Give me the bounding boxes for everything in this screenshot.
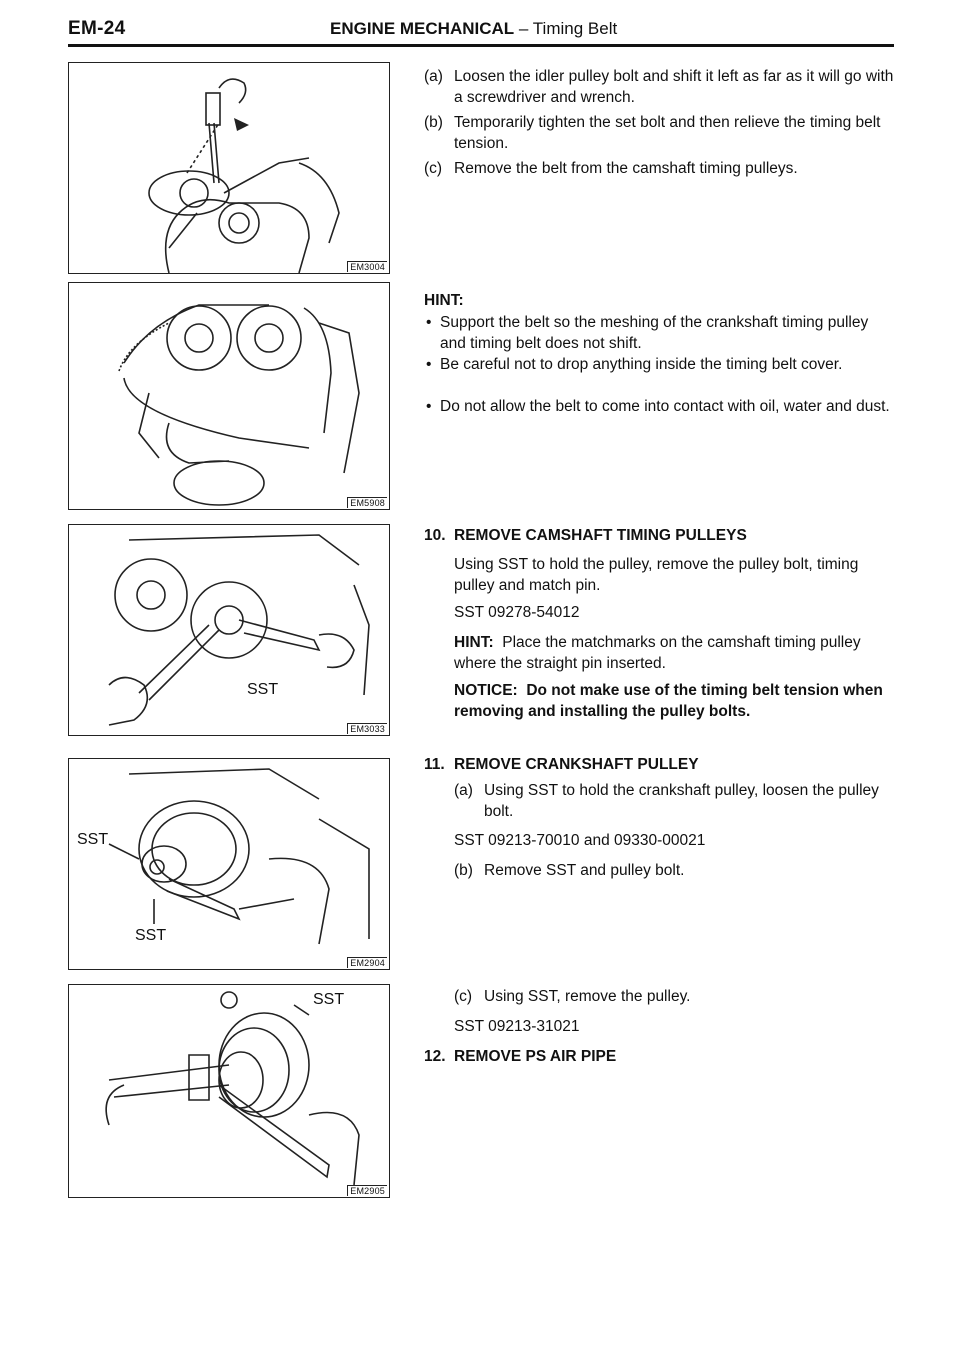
step-mark: (b) (454, 862, 473, 879)
sst-label: SST (313, 991, 345, 1008)
figure-code: EM3004 (347, 261, 387, 272)
step-11c (454, 986, 896, 1007)
notice-text: Do not make use of the timing belt tension when removing and installing the pulley bolts. (454, 682, 883, 720)
page-title (330, 19, 617, 39)
section-12-heading (424, 1048, 616, 1066)
section-title: REMOVE PS AIR PIPE (454, 1048, 617, 1065)
step-text: Using SST to hold the crankshaft pulley, loosen the pulley bolt. (484, 782, 879, 820)
bullet-text: Be careful not to drop anything inside the timing belt cover. (440, 356, 843, 373)
section-10-notice (454, 680, 896, 722)
figure-code: EM3033 (347, 723, 387, 734)
figure-idler-pulley (68, 62, 390, 274)
figure-camshaft-pulleys (68, 524, 390, 736)
step-b (424, 112, 896, 154)
page-code: EM-24 (68, 18, 126, 39)
step-a (424, 66, 896, 108)
figure-code: EM2904 (347, 957, 387, 968)
step-mark: (c) (424, 160, 443, 177)
section-11-heading (424, 756, 699, 774)
figure-crankshaft-pulley (68, 758, 390, 970)
hint-bullet (424, 354, 896, 375)
illustration-crankshaft-sst (69, 759, 389, 969)
step-c (424, 158, 896, 179)
section-number: 11. (424, 756, 445, 773)
illustration-pulley-removal (69, 985, 389, 1197)
section-10-hint (454, 632, 896, 674)
notice-label: NOTICE: (454, 682, 518, 699)
step-text: Loosen the idler pulley bolt and shift it left as far as it will go with a screwdriver and wrench. (454, 68, 894, 106)
section-title: REMOVE CRANKSHAFT PULLEY (454, 756, 699, 773)
bullet-dot: • (426, 314, 432, 331)
sst-label: SST (247, 681, 279, 698)
bullet-text: Do not allow the belt to come into contact with oil, water and dust. (440, 398, 890, 415)
step-mark: (b) (424, 114, 443, 131)
section-10-heading (424, 527, 747, 545)
section-number: 10. (424, 527, 446, 544)
bullet-text: Support the belt so the meshing of the crankshaft timing pulley and timing belt does not shift. (440, 314, 869, 352)
illustration-idler-pulley (69, 63, 389, 273)
illustration-belt-removal (69, 283, 389, 509)
step-text: Remove the belt from the camshaft timing pulleys. (454, 160, 798, 177)
figure-code: EM5908 (347, 497, 387, 508)
subsection-title: Timing Belt (532, 19, 618, 38)
bullet-dot: • (426, 356, 432, 373)
hint-text: Place the matchmarks on the camshaft timing pulley where the straight pin inserted. (454, 634, 861, 672)
hint-label: HINT: (424, 292, 464, 309)
step-11a (454, 780, 896, 822)
section-10-body: Using SST to hold the pulley, remove the pulley bolt, timing pulley and match pin. (454, 556, 859, 594)
bullet-dot: • (426, 398, 432, 415)
illustration-camshaft-sst (69, 525, 389, 735)
section-title: REMOVE CAMSHAFT TIMING PULLEYS (454, 527, 747, 544)
figure-code: EM2905 (347, 1185, 387, 1196)
sst-number: SST 09213-31021 (454, 1018, 580, 1035)
hint-label: HINT: (454, 634, 494, 651)
step-11b (454, 860, 896, 881)
sst-number: SST 09213-70010 and 09330-00021 (454, 832, 706, 849)
figure-belt-removal (68, 282, 390, 510)
page-header (68, 18, 894, 44)
title-dash: – (518, 19, 529, 38)
step-text: Using SST, remove the pulley. (484, 988, 691, 1005)
section-number: 12. (424, 1048, 446, 1065)
sst-number: SST 09278-54012 (454, 604, 580, 621)
step-text: Remove SST and pulley bolt. (484, 862, 685, 879)
hint-bullet (424, 312, 896, 354)
sst-label: SST (77, 831, 109, 848)
sst-label: SST (135, 927, 167, 944)
header-rule (68, 44, 894, 47)
step-mark: (c) (454, 988, 473, 1005)
figure-pulley-removal (68, 984, 390, 1198)
step-text: Temporarily tighten the set bolt and then relieve the timing belt tension. (454, 114, 881, 152)
step-mark: (a) (424, 68, 443, 85)
hint-bullet (424, 396, 896, 417)
step-mark: (a) (454, 782, 473, 799)
section-title: ENGINE MECHANICAL (330, 19, 515, 38)
